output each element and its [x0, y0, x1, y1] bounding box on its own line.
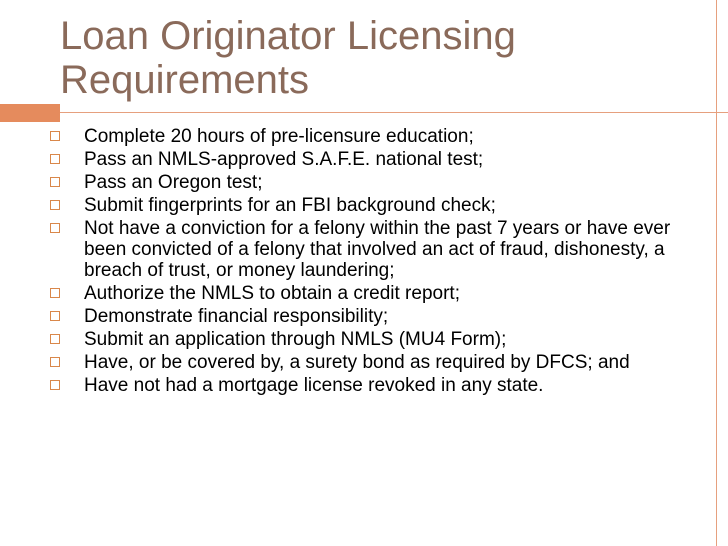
list-item-text: Not have a conviction for a felony within the past 7 years or have ever been convicted of a felony that involved an act of fraud, dishonesty, a breach of trust, or money laundering; — [84, 218, 671, 281]
list-item-text: Submit fingerprints for an FBI background check; — [84, 195, 496, 216]
list-item — [40, 149, 710, 170]
requirements-list — [40, 126, 710, 398]
list-item-text: Submit an application through NMLS (MU4 Form); — [84, 329, 507, 350]
list-item-text: Have, or be covered by, a surety bond as required by DFCS; and — [84, 352, 630, 373]
bullet-square-icon — [50, 311, 60, 321]
list-item-text: Complete 20 hours of pre-licensure education; — [84, 126, 474, 147]
slide-title: Loan Originator Licensing Requirements — [60, 14, 516, 102]
list-item — [40, 195, 710, 216]
list-item — [40, 306, 710, 327]
bullet-square-icon — [50, 131, 60, 141]
list-item — [40, 329, 710, 350]
bullet-square-icon — [50, 288, 60, 298]
horizontal-divider-line — [60, 112, 728, 113]
bullet-square-icon — [50, 154, 60, 164]
bullet-square-icon — [50, 200, 60, 210]
list-item — [40, 126, 710, 147]
bullet-square-icon — [50, 177, 60, 187]
list-item — [40, 283, 710, 304]
list-item — [40, 172, 710, 193]
bullet-square-icon — [50, 380, 60, 390]
list-item-text: Authorize the NMLS to obtain a credit report; — [84, 283, 460, 304]
bullet-square-icon — [50, 357, 60, 367]
list-item — [40, 218, 710, 281]
vertical-divider-line — [716, 0, 717, 546]
list-item-text: Pass an Oregon test; — [84, 172, 263, 193]
list-item-text: Pass an NMLS-approved S.A.F.E. national test; — [84, 149, 484, 170]
title-accent-bar — [0, 104, 60, 122]
bullet-square-icon — [50, 223, 60, 233]
list-item-text: Demonstrate financial responsibility; — [84, 306, 389, 327]
list-item-text: Have not had a mortgage license revoked in any state. — [84, 375, 544, 396]
list-item — [40, 375, 710, 396]
list-item — [40, 352, 710, 373]
bullet-square-icon — [50, 334, 60, 344]
